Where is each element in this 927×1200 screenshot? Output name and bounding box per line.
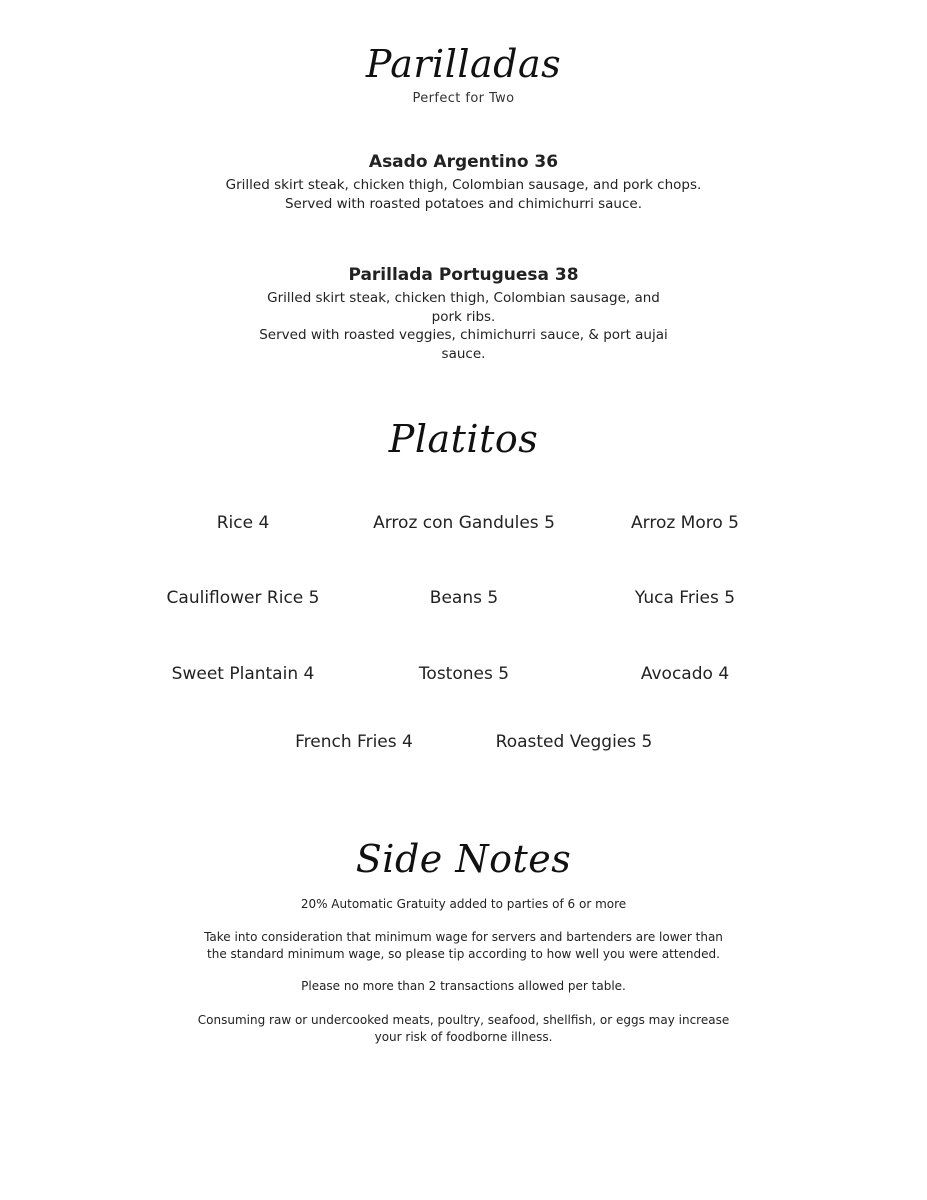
side-item: Roasted Veggies 5 [495,732,653,752]
note-transactions: Please no more than 2 transactions allowed per table. [301,979,626,993]
note-minimum-wage: Take into consideration that minimum wage for servers and bartenders are lower than the standard minimum wage, so please tip according to how well you were attended. [204,930,723,961]
side-notes-title: Side Notes [355,837,572,881]
side-item: Arroz con Gandules 5 [373,513,555,533]
dish-description-portuguesa: Grilled skirt steak, chicken thigh, Colombian sausage, and pork ribs. Served with roasted veggies, chimichurri sauce, & port aujai sauce. [259,290,668,362]
side-item: Cauliflower Rice 5 [166,588,320,608]
dish-name-asado: Asado Argentino 36 [368,152,559,172]
dish-description-asado: Grilled skirt steak, chicken thigh, Colombian sausage, and pork chops. Served with roasted potatoes and chimichurri sauce. [225,177,702,212]
parilladas-title: Parilladas [365,42,562,86]
parilladas-subtitle: Perfect for Two [412,91,515,106]
side-item: Avocado 4 [640,664,730,684]
note-food-safety: Consuming raw or undercooked meats, poultry, seafood, shellfish, or eggs may increase your risk of foodborne illness. [197,1013,730,1044]
side-item: Yuca Fries 5 [634,588,736,608]
dish-name-portuguesa: Parillada Portuguesa 38 [348,265,579,285]
note-gratuity: 20% Automatic Gratuity added to parties of 6 or more [300,897,627,911]
platitos-title: Platitos [388,417,539,461]
side-item: Tostones 5 [418,664,510,684]
side-item: Rice 4 [216,513,270,533]
side-item: Sweet Plantain 4 [171,664,315,684]
side-item: Arroz Moro 5 [631,513,739,533]
side-item: Beans 5 [429,588,499,608]
side-item: French Fries 4 [295,732,413,752]
